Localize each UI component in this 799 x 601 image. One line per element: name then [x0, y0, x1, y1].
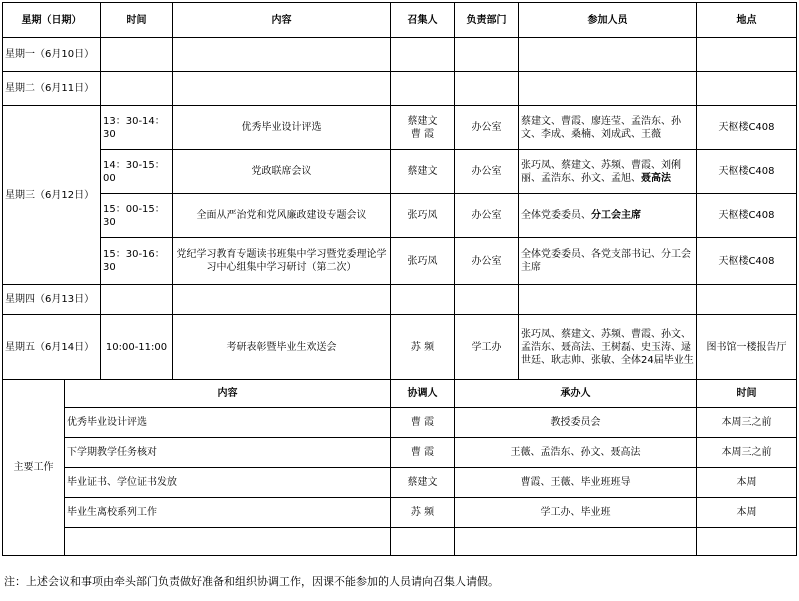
day-monday: 星期一（6月10日） — [3, 38, 101, 72]
table-row — [3, 438, 797, 468]
meeting-dept: 办公室 — [455, 238, 519, 285]
meeting-convener: 蔡建文 曹 霞 — [391, 106, 455, 150]
meeting-dept: 办公室 — [455, 106, 519, 150]
footnote: 注：上述会议和事项由牵头部门负责做好准备和组织协调工作，因课不能参加的人员请向召集人请假。 — [4, 575, 499, 588]
work-content: 优秀毕业设计评选 — [65, 408, 391, 438]
header-time: 时间 — [101, 3, 173, 38]
meeting-time: 15：30-16：30 — [101, 238, 173, 285]
meeting-content: 优秀毕业设计评选 — [173, 106, 391, 150]
table-row — [3, 285, 797, 315]
day-thursday: 星期四（6月13日） — [3, 285, 101, 315]
meeting-convener: 张巧凤 — [391, 238, 455, 285]
meeting-participants: 全体党委委员、分工会主席 — [519, 194, 697, 238]
table-row — [3, 315, 797, 380]
meeting-participants: 张巧凤、蔡建文、苏频、曹霞、刘俐丽、孟浩东、孙文、孟旭、聂高法 — [519, 150, 697, 194]
table-row — [3, 38, 797, 72]
work-header-time: 时间 — [697, 380, 797, 408]
header-dept: 负责部门 — [455, 3, 519, 38]
header-day: 星期（日期） — [3, 3, 101, 38]
meeting-time: 10:00-11:00 — [101, 315, 173, 380]
meeting-place: 天枢楼C408 — [697, 194, 797, 238]
meeting-participants: 全体党委委员、各党支部书记、分工会主席 — [519, 238, 697, 285]
header-row — [3, 3, 797, 38]
work-organizer: 学工办、毕业班 — [455, 498, 697, 528]
work-coordinator: 曹 霞 — [391, 408, 455, 438]
work-organizer: 曹霞、王薇、毕业班班导 — [455, 468, 697, 498]
table-row — [3, 72, 797, 106]
table-row — [3, 408, 797, 438]
header-place: 地点 — [697, 3, 797, 38]
day-tuesday: 星期二（6月11日） — [3, 72, 101, 106]
meeting-dept: 办公室 — [455, 150, 519, 194]
meeting-content: 党政联席会议 — [173, 150, 391, 194]
work-section-label: 主要工作 — [3, 380, 65, 556]
meeting-participants: 张巧凤、蔡建文、苏频、曹霞、孙文、孟浩东、聂高法、王树磊、史玉涛、逯世廷、耿志帅、张敏、全体24届毕业生 — [519, 315, 697, 380]
meeting-time: 14：30-15：00 — [101, 150, 173, 194]
table-row — [3, 468, 797, 498]
table-row — [3, 150, 797, 194]
table-row — [3, 106, 797, 150]
weekly-schedule-table — [2, 2, 797, 556]
work-content: 毕业生离校系列工作 — [65, 498, 391, 528]
work-organizer: 教授委员会 — [455, 408, 697, 438]
work-coordinator: 蔡建文 — [391, 468, 455, 498]
day-friday: 星期五（6月14日） — [3, 315, 101, 380]
meeting-content: 全面从严治党和党风廉政建设专题会议 — [173, 194, 391, 238]
work-header-coordinator: 协调人 — [391, 380, 455, 408]
meeting-convener: 张巧凤 — [391, 194, 455, 238]
header-convener: 召集人 — [391, 3, 455, 38]
meeting-time: 15：00-15：30 — [101, 194, 173, 238]
header-content: 内容 — [173, 3, 391, 38]
work-time: 本周三之前 — [697, 438, 797, 468]
meeting-dept: 办公室 — [455, 194, 519, 238]
work-header-row — [3, 380, 797, 408]
work-coordinator: 曹 霞 — [391, 438, 455, 468]
table-row — [3, 194, 797, 238]
work-organizer: 王薇、孟浩东、孙文、聂高法 — [455, 438, 697, 468]
header-participants: 参加人员 — [519, 3, 697, 38]
meeting-place: 天枢楼C408 — [697, 106, 797, 150]
meeting-place: 天枢楼C408 — [697, 238, 797, 285]
meeting-dept: 学工办 — [455, 315, 519, 380]
meeting-content: 党纪学习教育专题读书班集中学习暨党委理论学习中心组集中学习研讨（第二次） — [173, 238, 391, 285]
meeting-convener: 苏 频 — [391, 315, 455, 380]
meeting-participants: 蔡建文、曹霞、廖连莹、孟浩东、孙文、李成、桑楠、刘成武、王薇 — [519, 106, 697, 150]
meeting-content: 考研表彰暨毕业生欢送会 — [173, 315, 391, 380]
meeting-time: 13：30-14：30 — [101, 106, 173, 150]
table-row — [3, 498, 797, 528]
meeting-place: 天枢楼C408 — [697, 150, 797, 194]
day-wednesday: 星期三（6月12日） — [3, 106, 101, 285]
meeting-place: 图书馆一楼报告厅 — [697, 315, 797, 380]
meeting-convener: 蔡建文 — [391, 150, 455, 194]
table-row — [3, 528, 797, 556]
work-content: 毕业证书、学位证书发放 — [65, 468, 391, 498]
work-content: 下学期教学任务核对 — [65, 438, 391, 468]
table-row — [3, 238, 797, 285]
work-header-content: 内容 — [65, 380, 391, 408]
work-time: 本周三之前 — [697, 408, 797, 438]
work-coordinator: 苏 频 — [391, 498, 455, 528]
work-time: 本周 — [697, 468, 797, 498]
work-time: 本周 — [697, 498, 797, 528]
work-header-organizer: 承办人 — [455, 380, 697, 408]
